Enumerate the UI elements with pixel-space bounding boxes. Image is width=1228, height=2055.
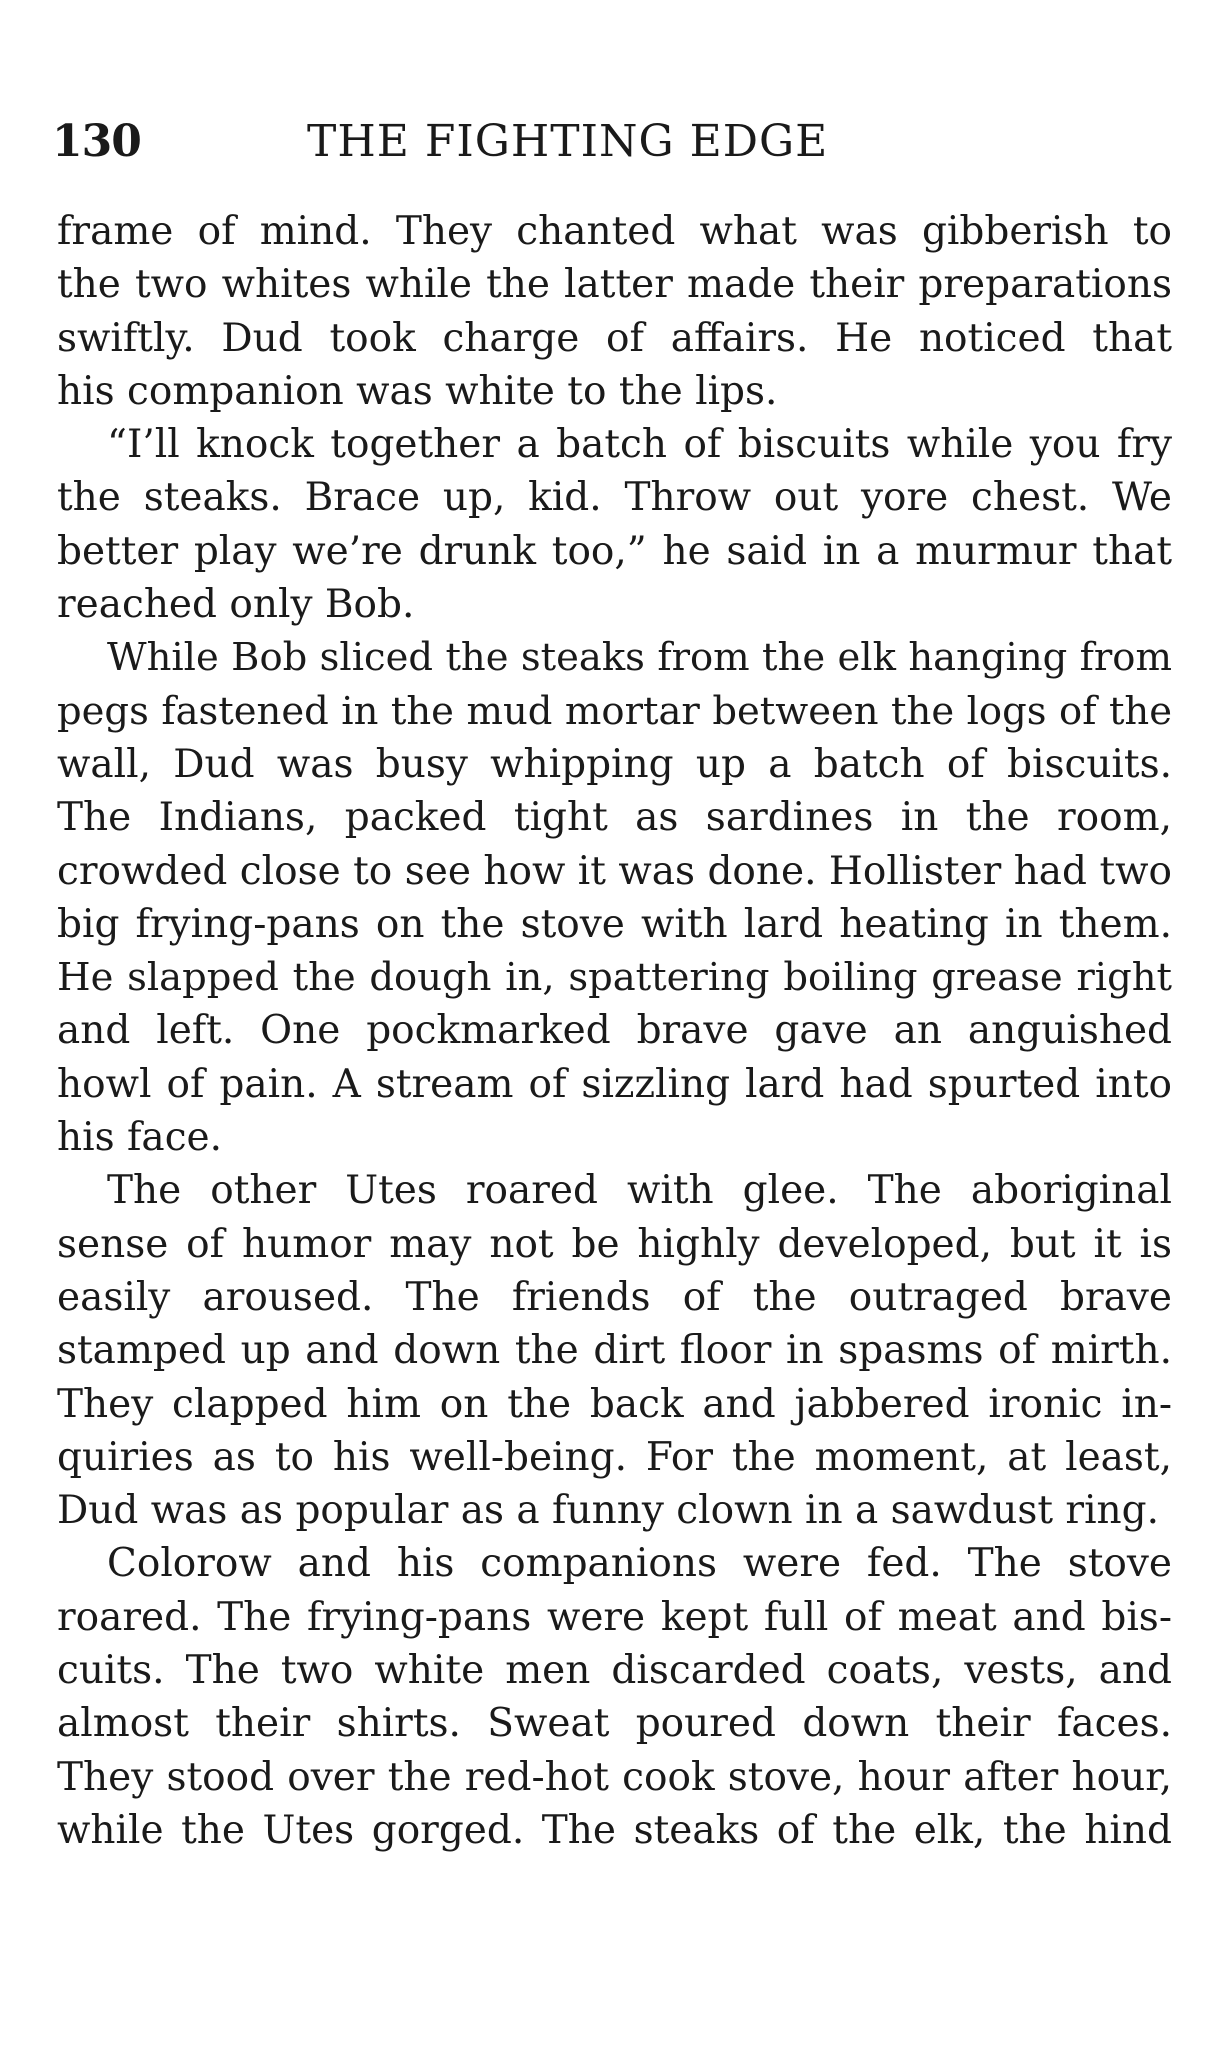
text-line: reached only Bob. (57, 582, 415, 628)
text-line: swiftly. Dud took charge of affairs. He noticed that (57, 315, 1172, 361)
text-line: The other Utes roared with glee. The aboriginal (107, 1168, 1172, 1214)
text-line: They stood over the red-hot cook stove, hour after hour, (57, 1754, 1172, 1800)
running-head (52, 112, 1182, 172)
body-text (57, 205, 1172, 1857)
text-line: While Bob sliced the steaks from the elk hanging from (107, 635, 1172, 681)
text-line: sense of humor may not be highly developed, but it is (57, 1221, 1172, 1267)
text-line: quiries as to his well-being. For the moment, at least, (57, 1434, 1172, 1480)
text-line: easily aroused. The friends of the outraged brave (57, 1274, 1172, 1320)
text-line: wall, Dud was busy whipping up a batch of biscuits. (57, 741, 1172, 787)
text-line: cuits. The two white men discarded coats, vests, and (57, 1648, 1172, 1694)
text-line: pegs fastened in the mud mortar between the logs of the (57, 688, 1172, 734)
text-line: and left. One pockmarked brave gave an anguished (57, 1008, 1172, 1054)
text-line: Colorow and his companions were fed. The stove (107, 1541, 1172, 1587)
text-line: his face. (57, 1115, 223, 1161)
text-line: He slapped the dough in, spattering boiling grease right (57, 955, 1172, 1001)
text-line: crowded close to see how it was done. Hollister had two (57, 848, 1172, 894)
text-line: frame of mind. They chanted what was gibberish to (57, 209, 1172, 254)
text-line: while the Utes gorged. The steaks of the elk, the hind (57, 1807, 1172, 1853)
text-line: They clapped him on the back and jabbered ironic in- (57, 1381, 1172, 1427)
text-line: roared. The frying-pans were kept full of meat and bis- (57, 1594, 1172, 1640)
text-line: the two whites while the latter made their preparations (57, 262, 1172, 308)
text-line: howl of pain. A stream of sizzling lard had spurted into (57, 1061, 1172, 1107)
text-line: the steaks. Brace up, kid. Throw out yore chest. We (57, 475, 1172, 521)
text-line: “I’ll knock together a batch of biscuits while you fry (107, 422, 1172, 468)
page-number: 130 (52, 116, 141, 167)
text-line: almost their shirts. Sweat poured down their faces. (57, 1701, 1172, 1747)
running-title: THE FIGHTING EDGE (307, 116, 829, 167)
text-line: stamped up and down the dirt floor in spasms of mirth. (57, 1328, 1172, 1374)
text-line: Dud was as popular as a funny clown in a sawdust ring. (57, 1488, 1160, 1534)
text-line: The Indians, packed tight as sardines in the room, (57, 795, 1172, 841)
text-line: big frying-pans on the stove with lard heating in them. (57, 901, 1172, 947)
text-line: his companion was white to the lips. (57, 368, 778, 414)
text-line: better play we’re drunk too,” he said in a murmur that (57, 528, 1172, 574)
